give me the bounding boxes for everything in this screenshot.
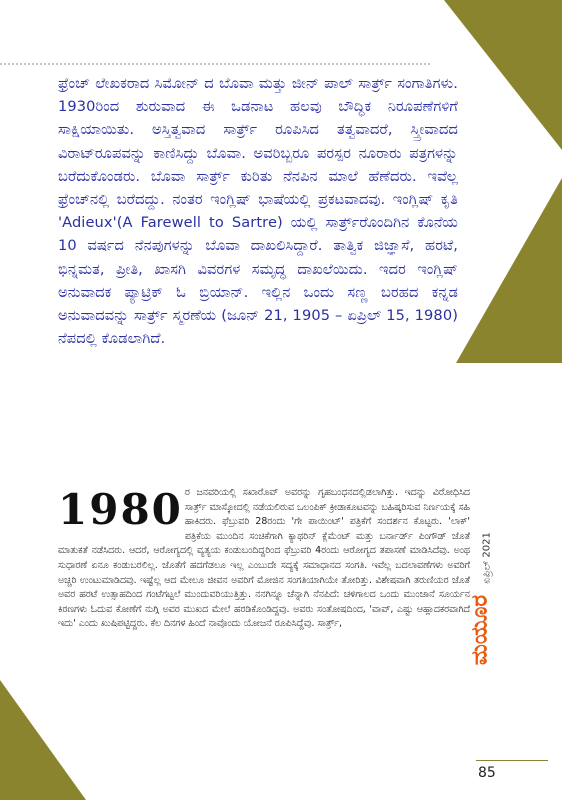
dotted-divider (0, 63, 430, 65)
intro-paragraph: ಫ್ರೆಂಚ್ ಲೇಖಕರಾದ ಸಿಮೋನ್ ದ ಬೊವಾ ಮತ್ತು ಜೀನ್ ಪಾಲ್ ಸಾರ್ತ್ರ್ ಸಂಗಾತಿಗಳು. 1930ರಿಂದ ಶುರುವಾದ ಈ ಒಡನಾಟ ಹಲವು ಬೌದ್ಧಿಕ ನಿರೂಪಣೆಗಳಿಗೆ ಸಾಕ್ಷಿಯಾಯಿತು. ಅಸ್ತಿತ್ವವಾದ ಸಾರ್ತ್ರ್ ರೂಪಿಸಿದ ತತ್ವವಾದರೆ, ಸ್ತ್ರೀವಾದದ ವಿರಾಟ್‌ರೂಪವನ್ನು ಕಾಣಿಸಿದ್ದು ಬೊವಾ. ಅವರಿಬ್ಬರೂ ಪರಸ್ಪರ ನೂರಾರು ಪತ್ರಗಳನ್ನು ಬರೆದುಕೊಂಡರು. ಬೊವಾ ಸಾರ್ತ್ರ್ ಕುರಿತು ನೆನಪಿನ ಮಾಲೆ ಹೆಣೆದರು. ಇವೆಲ್ಲ ಫ್ರೆಂಚ್‌ನಲ್ಲಿ ಬರೆದದ್ದು. ನಂತರ ಇಂಗ್ಲಿಷ್ ಭಾಷೆಯಲ್ಲಿ ಪ್ರಕಟವಾದವು. ಇಂಗ್ಲಿಷ್ ಕೃತಿ 'Adieux'(A Farewell to Sartre) ಯಲ್ಲಿ ಸಾರ್ತ್ರ್‌ರೊಂದಿಗಿನ ಕೊನೆಯ 10 ವರ್ಷದ ನೆನಪುಗಳನ್ನು ಬೊವಾ ದಾಖಲಿಸಿದ್ದಾರೆ. ತಾತ್ವಿಕ ಜಿಜ್ಞಾಸೆ, ಹರಟೆ, ಭಿನ್ನಮತ, ಪ್ರೀತಿ, ಖಾಸಗಿ ವಿವರಗಳ ಸಮೃದ್ಧ ದಾಖಲೆಯಿದು. ಇದರ ಇಂಗ್ಲಿಷ್ ಅನುವಾದಕ ಪ್ಯಾಟ್ರಿಕ್ ಓ ಬ್ರಿಯಾನ್. ಇಲ್ಲಿನ ಒಂದು ಸಣ್ಣ ಬರಹದ ಕನ್ನಡ ಅನುವಾದವನ್ನು ಸಾರ್ತ್ರ್ ಸ್ಮರಣೆಯ (ಜೂನ್ 21, 1905 – ಏಪ್ರಿಲ್ 15, 1980) ನೆಪದಲ್ಲಿ ಕೊಡಲಾಗಿದೆ. (58, 75, 458, 348)
page-number-rule (476, 760, 548, 761)
dropcap-year: 1980 (58, 485, 183, 534)
magazine-masthead: ಮಯೂರ (467, 594, 493, 666)
page-number: 85 (478, 765, 496, 781)
article-body (58, 486, 470, 632)
side-decoration-middle (456, 178, 562, 363)
intro-section (58, 72, 458, 350)
corner-decoration-top (444, 0, 562, 150)
corner-decoration-bottom (0, 680, 86, 800)
body-paragraph: ರ ಜನವರಿಯಲ್ಲಿ ಸಖಾರೊವ್ ಅವರನ್ನು ಗೃಹಬಂಧನದಲ್ಲಿಡಲಾಗಿತ್ತು. ಇದನ್ನು ವಿರೋಧಿಸಿದ ಸಾರ್ತ್ರ್ ಮಾಸ್ಕೋದಲ್ಲಿ ನಡೆಯಲಿರುವ ಒಲಂಪಿಕ್ ಕ್ರೀಡಾಕೂಟವನ್ನು ಬಹಿಷ್ಕರಿಸುವ ನಿರ್ಣಯಕ್ಕೆ ಸಹಿ ಹಾಕಿದರು. ಫೆಬ್ರುವರಿ 28ರಂದು 'ಗೇ ಪಾಯಿಂಟ್' ಪತ್ರಿಕೆಗೆ ಸಂದರ್ಶನ ಕೊಟ್ಟರು. 'ಲಾಕ್' ಪತ್ರಿಕೆಯ ಮುಂದಿನ ಸಂಚಿಕೆಗಾಗಿ ಕ್ಯಾಥರಿನ್ ಕ್ಲೆಮೆಂಟ್ ಮತ್ತು ಬರ್ನಾರ್ಡ್ ಪಿಂಗೌಡ್ ಜೊತೆ ಮಾತುಕತೆ ನಡೆಸಿದರು. ಆದರೆ, ಆರೋಗ್ಯದಲ್ಲಿ ವ್ಯತ್ಯಯ ಕಂಡುಬಂದಿದ್ದರಿಂದ ಫೆಬ್ರುವರಿ 4ರಂದು ಆರೋಗ್ಯದ ತಪಾಸಣೆ ಮಾಡಿಸಿದೆವು. ಅಂಥ ಸುಧಾರಣೆ ಏನೂ ಕಂಡುಬರಲಿಲ್ಲ. ಜೊತೆಗೆ ಹದಗೆಡಲೂ ಇಲ್ಲ ಎಂಬುದೇ ಸದ್ಯಕ್ಕೆ ಸಮಾಧಾನದ ಸಂಗತಿ. ಇವೆಲ್ಲ ಬದಲಾವಣೆಗಳು ಅವರಿಗೆ ಅಚ್ಚರಿ ಉಂಟುಮಾಡಿದವು. ಇಷ್ಟೆಲ್ಲ ಆದ ಮೇಲೂ ಜೀವನ ಅವರಿಗೆ ಮೋಜಿನ ಸಂಗತಿಯಾಗಿಯೇ ತೋರಿತ್ತು. ವಿಶೇಷವಾಗಿ ತರುಣಿಯರ ಜೊತೆ ಅವರ ಹರಟೆ ಉತ್ಸಾಹದಿಂದ ಗಂಟೆಗಟ್ಟಲೆ ಮುಂದುವರಿಯುತ್ತಿತ್ತು. ನನಗಿನ್ನೂ ಚೆನ್ನಾಗಿ ನೆನಪಿದೆ: ಚಳಿಗಾಲದ ಒಂದು ಮುಂಜಾನೆ ಸೂರ್ಯನ ಕಿರಣಗಳು ಓದುವ ಕೋಣೆಗೆ ನುಗ್ಗಿ ಅವರ ಮುಖದ ಮೇಲೆ ಹರಡಿಕೊಂಡಿದ್ದವು. ಅವರು ಸಂತೋಷದಿಂದ, 'ವಾವ್, ಎಷ್ಟು ಆಹ್ಲಾದಕರವಾಗಿದೆ ಇದು' ಎಂದು ಖುಷಿಪಟ್ಟಿದ್ದರು. ಕೆಲ ದಿನಗಳ ಹಿಂದೆ ನಾವೊಂದು ಯೋಜನೆ ರೂಪಿಸಿದ್ದೆವು. ಸಾರ್ತ್ರ್, (58, 487, 470, 630)
issue-date: ಏಪ್ರಿಲ್ 2021 (481, 532, 493, 584)
